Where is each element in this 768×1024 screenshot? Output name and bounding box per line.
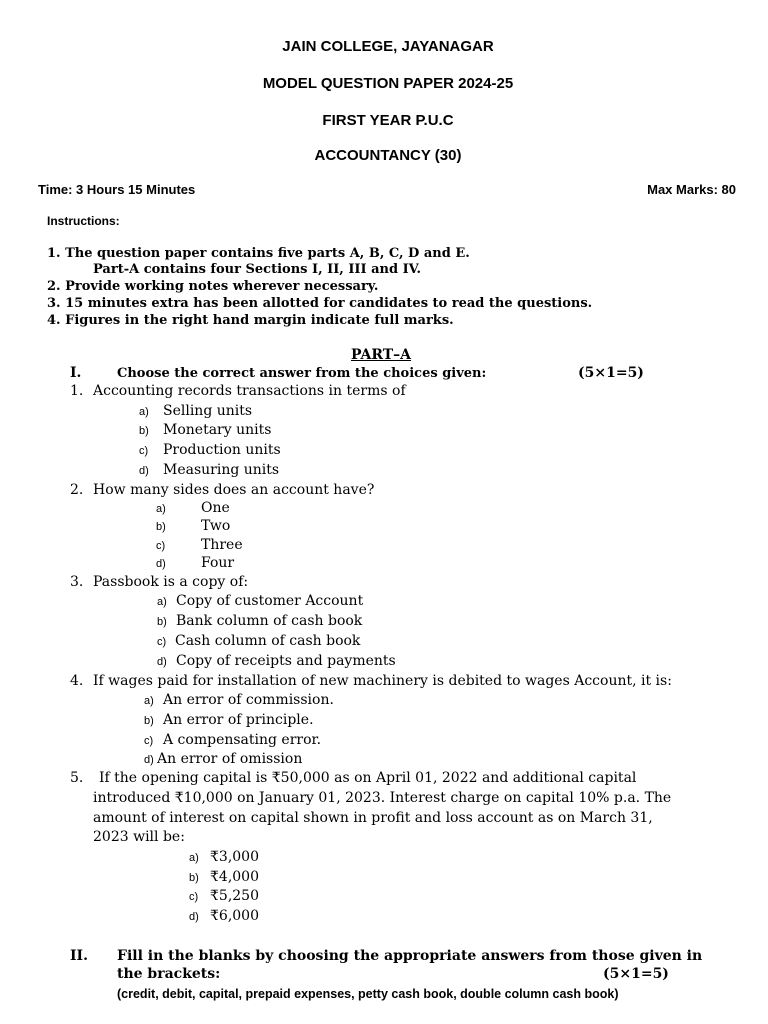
question-number: 1. [70,383,84,399]
instruction-item: 3. 15 minutes extra has been allotted for candidates to read the questions. [47,296,593,311]
question-text-line: If the opening capital is ₹50,000 as on April 01, 2022 and additional capital [99,770,637,786]
question-text: Accounting records transactions in terms of [93,383,406,399]
instructions-heading: Instructions: [47,214,120,228]
instruction-item: Part-A contains four Sections I, II, III and IV. [93,262,422,277]
instruction-item: 4. Figures in the right hand margin indicate full marks. [47,313,454,328]
option: d) An error of omission [144,751,303,767]
option: c) A compensating error. [144,732,322,748]
option: c) Three [156,537,243,553]
option: c) Cash column of cash book [157,633,361,649]
question-text-line: 2023 will be: [93,829,185,845]
time-label: Time: 3 Hours 15 Minutes [38,182,196,197]
instruction-item: 1. The question paper contains five parts A, B, C, D and E. [47,246,470,261]
blank-choices: (credit, debit, capital, prepaid expenses, petty cash book, double column cash book) [117,987,619,1001]
class-title: FIRST YEAR P.U.C [322,112,454,129]
option: d) ₹6,000 [189,908,259,924]
question-text: If wages paid for installation of new machinery is debited to wages Account, it is: [93,673,672,689]
question-text-line: amount of interest on capital shown in profit and loss account as on March 31, [93,810,653,826]
college-name: JAIN COLLEGE, JAYANAGAR [282,38,494,55]
section-number: I. [70,365,82,381]
option: d) Copy of receipts and payments [157,653,396,669]
option: d) Four [156,555,235,571]
option: b) ₹4,000 [189,869,259,885]
section-instruction: Fill in the blanks by choosing the appropriate answers from those given in [117,948,703,964]
option: a) Selling units [139,403,253,419]
instruction-item: 2. Provide working notes wherever necessary. [47,279,379,294]
option: a) One [156,500,230,516]
question-number: 4. [70,673,84,689]
option: d) Measuring units [139,462,280,478]
question-text: Passbook is a copy of: [93,574,249,590]
max-marks-label: Max Marks: 80 [647,182,736,197]
option: c) Production units [139,442,281,458]
question-text-line: introduced ₹10,000 on January 01, 2023. Interest charge on capital 10% p.a. The [93,790,672,806]
question-number: 3. [70,574,84,590]
section-instruction: Choose the correct answer from the choices given: [117,366,487,381]
section-marks: (5×1=5) [603,966,669,982]
question-number: 5. [70,770,84,786]
option: b) Two [156,518,231,534]
question-number: 2. [70,482,84,498]
option: c) ₹5,250 [189,888,259,904]
option: b) Bank column of cash book [157,613,363,629]
paper-title: MODEL QUESTION PAPER 2024-25 [262,75,514,92]
subject-title: ACCOUNTANCY (30) [314,147,462,164]
section-number: II. [70,948,88,964]
option: a) ₹3,000 [189,849,259,865]
option: b) An error of principle. [144,712,314,728]
section-marks: (5×1=5) [578,365,644,381]
option: b) Monetary units [139,422,272,438]
section-instruction-line: the brackets: [117,966,221,982]
option: a) An error of commission. [144,692,334,708]
option: a) Copy of customer Account [157,593,364,609]
part-a-title: PART–A [351,347,412,363]
question-text: How many sides does an account have? [93,482,375,498]
